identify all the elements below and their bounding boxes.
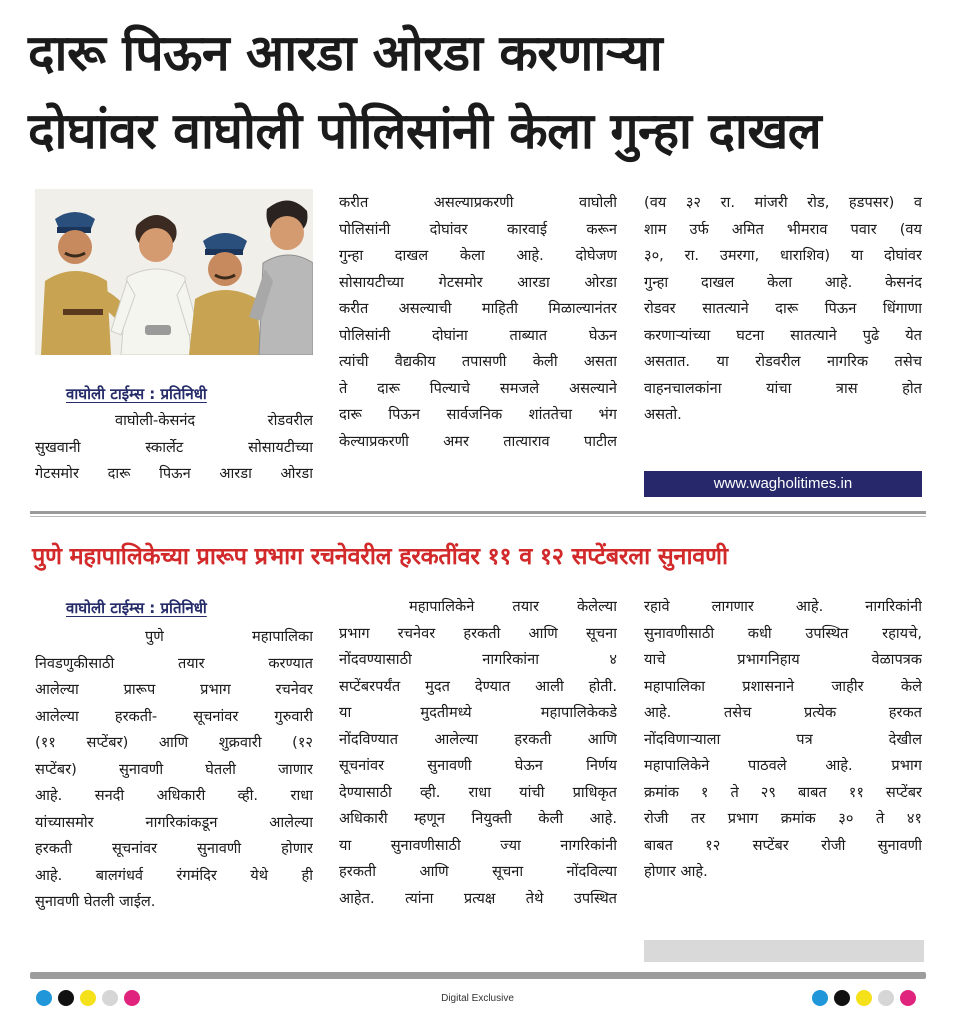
text-line: आहे. तसेच प्रत्येक हरकत <box>644 704 922 721</box>
article2-column-3 <box>644 594 922 886</box>
text-line: ३०, रा. उमरगा, धाराशिव) या दोघांवर <box>644 247 922 264</box>
text-line: असतो. <box>644 406 682 423</box>
text-line: वाघोली-केसनंद रोडवरील <box>115 412 313 429</box>
text-line: शाम उर्फ अमित भीमराव पवार (वय <box>644 220 922 238</box>
text-line: सप्टेंबरपर्यंत मुदत देण्यात आली होती. <box>339 677 617 695</box>
article2-column-1 <box>35 624 313 916</box>
text-line: पोलिसांनी दोघांना ताब्यात घेऊन <box>339 326 617 344</box>
section-divider-thin <box>30 516 926 517</box>
text-line: बाबत १२ सप्टेंबर रोजी सुनावणी <box>644 836 922 854</box>
text-line: गुन्हा दाखल केला आहे. दोघेजण <box>339 247 617 264</box>
text-line: ते दारू पिल्याचे समजले असल्याने <box>339 379 617 397</box>
text-line: रोडवर सातत्याने दारू पिऊन धिंगाणा <box>644 300 922 317</box>
text-line: सुखवानी स्कार्लेट सोसायटीच्या <box>35 438 313 456</box>
article1-column-2 <box>339 190 617 455</box>
text-line: करीत असल्याची माहिती मिळाल्यानंतर <box>339 300 617 317</box>
grey-filler-block <box>644 940 924 962</box>
article1-column-3 <box>644 190 922 429</box>
article1-headline-line2: दोघांवर वाघोली पोलिसांनी केला गुन्हा दाखल <box>28 102 822 160</box>
text-line: असतात. या रोडवरील नागरिक तसेच <box>644 353 922 370</box>
article1-photo <box>35 189 313 355</box>
article1-column-1 <box>35 408 313 488</box>
text-line: दारू पिऊन सार्वजनिक शांततेचा भंग <box>339 406 617 423</box>
text-line: या मुदतीमध्ये महापालिकेकडे <box>339 704 617 721</box>
text-line: गेटसमोर दारू पिऊन आरडा ओरडा <box>35 465 313 482</box>
text-line: निवडणुकीसाठी तयार करण्यात <box>35 654 313 672</box>
yellow-dot <box>856 990 872 1006</box>
text-line: सोसायटीच्या गेटसमोर आरडा ओरडा <box>339 273 617 291</box>
text-line: यांच्यासमोर नागरिकांकडून आलेल्या <box>35 813 313 831</box>
text-line: नोंदविण्यात आलेल्या हरकती आणि <box>339 730 617 748</box>
text-line: क्रमांक १ ते २९ बाबत ११ सप्टेंबर <box>644 783 922 801</box>
text-line: (वय ३२ रा. मांजरी रोड, हडपसर) व <box>644 194 922 211</box>
text-line: या सुनावणीसाठी ज्या नागरिकांनी <box>339 836 617 854</box>
text-line: सूचनांवर सुनावणी घेऊन निर्णय <box>339 757 617 774</box>
footer-bar <box>30 972 926 979</box>
text-line: गुन्हा दाखल केला आहे. केसनंद <box>644 273 922 291</box>
police-arrest-illustration <box>35 189 313 355</box>
text-line: हरकती सूचनांवर सुनावणी होणार <box>35 840 313 857</box>
magenta-dot <box>900 990 916 1006</box>
text-line: हरकती आणि सूचना नोंदविल्या <box>339 863 617 880</box>
text-line: महापालिका प्रशासनाने जाहीर केले <box>644 677 922 695</box>
text-line: रोजी तर प्रभाग क्रमांक ३० ते ४१ <box>644 810 922 827</box>
text-line: महापालिकेने पाठवले आहे. प्रभाग <box>644 757 922 774</box>
section-divider <box>30 511 926 514</box>
article2-column-2 <box>339 594 617 912</box>
cyan-dot <box>812 990 828 1006</box>
text-line: पुणे महापालिका <box>145 628 313 645</box>
text-line: केल्याप्रकरणी अमर तात्याराव पाटील <box>339 432 617 450</box>
grey-dot <box>878 990 894 1006</box>
article1-headline-line1: दारू पिऊन आरडा ओरडा करणाऱ्या <box>28 24 663 82</box>
text-line: आहे. सनदी अधिकारी व्ही. राधा <box>35 787 313 804</box>
text-line: होणार आहे. <box>644 863 708 880</box>
article1-byline: वाघोली टाईम्स : प्रतिनिधी <box>66 385 207 403</box>
text-line: रहावे लागणार आहे. नागरिकांनी <box>644 598 922 615</box>
text-line: सुनावणीसाठी कधी उपस्थित रहायचे, <box>644 624 922 642</box>
text-line: सप्टेंबर) सुनावणी घेतली जाणार <box>35 760 313 778</box>
text-line: वाहनचालकांना यांचा त्रास होत <box>644 379 922 397</box>
footer-label: Digital Exclusive <box>441 993 514 1004</box>
registration-dots-right <box>812 990 916 1006</box>
text-line: करणाऱ्यांच्या घटना सातत्याने पुढे येत <box>644 326 922 344</box>
text-line: प्रभाग रचनेवर हरकती आणि सूचना <box>339 624 617 642</box>
article1-headline <box>28 14 938 170</box>
black-dot <box>834 990 850 1006</box>
text-line: आहेत. त्यांना प्रत्यक्ष तेथे उपस्थित <box>339 889 617 907</box>
text-line: याचे प्रभागनिहाय वेळापत्रक <box>644 651 922 668</box>
article2-headline: पुणे महापालिकेच्या प्रारूप प्रभाग रचनेवरील हरकतींवर ११ व १२ सप्टेंबरला सुनावणी <box>32 542 728 570</box>
text-line: अधिकारी म्हणून नियुक्ती केली आहे. <box>339 810 617 827</box>
text-line: करीत असल्याप्रकरणी वाघोली <box>339 194 617 211</box>
text-line: महापालिकेने तयार केलेल्या <box>409 598 617 615</box>
text-line: आलेल्या हरकती- सूचनांवर गुरुवारी <box>35 707 313 725</box>
website-link[interactable]: www.wagholitimes.in <box>644 471 922 497</box>
text-line: (११ सप्टेंबर) आणि शुक्रवारी (१२ <box>35 734 313 751</box>
text-line: नोंदवण्यासाठी नागरिकांना ४ <box>339 651 617 668</box>
text-line: आहे. बालगंधर्व रंगमंदिर येथे ही <box>35 866 313 884</box>
text-line: नोंदविणाऱ्याला पत्र देखील <box>644 730 922 748</box>
article2-byline: वाघोली टाईम्स : प्रतिनिधी <box>66 599 207 617</box>
text-line: त्यांची वैद्यकीय तपासणी केली असता <box>339 353 617 370</box>
text-line: आलेल्या प्रारूप प्रभाग रचनेवर <box>35 681 313 698</box>
text-line: पोलिसांनी दोघांवर कारवाई करून <box>339 220 617 238</box>
text-line: देण्यासाठी व्ही. राधा यांची प्राधिकृत <box>339 783 617 801</box>
text-line: सुनावणी घेतली जाईल. <box>35 893 156 910</box>
